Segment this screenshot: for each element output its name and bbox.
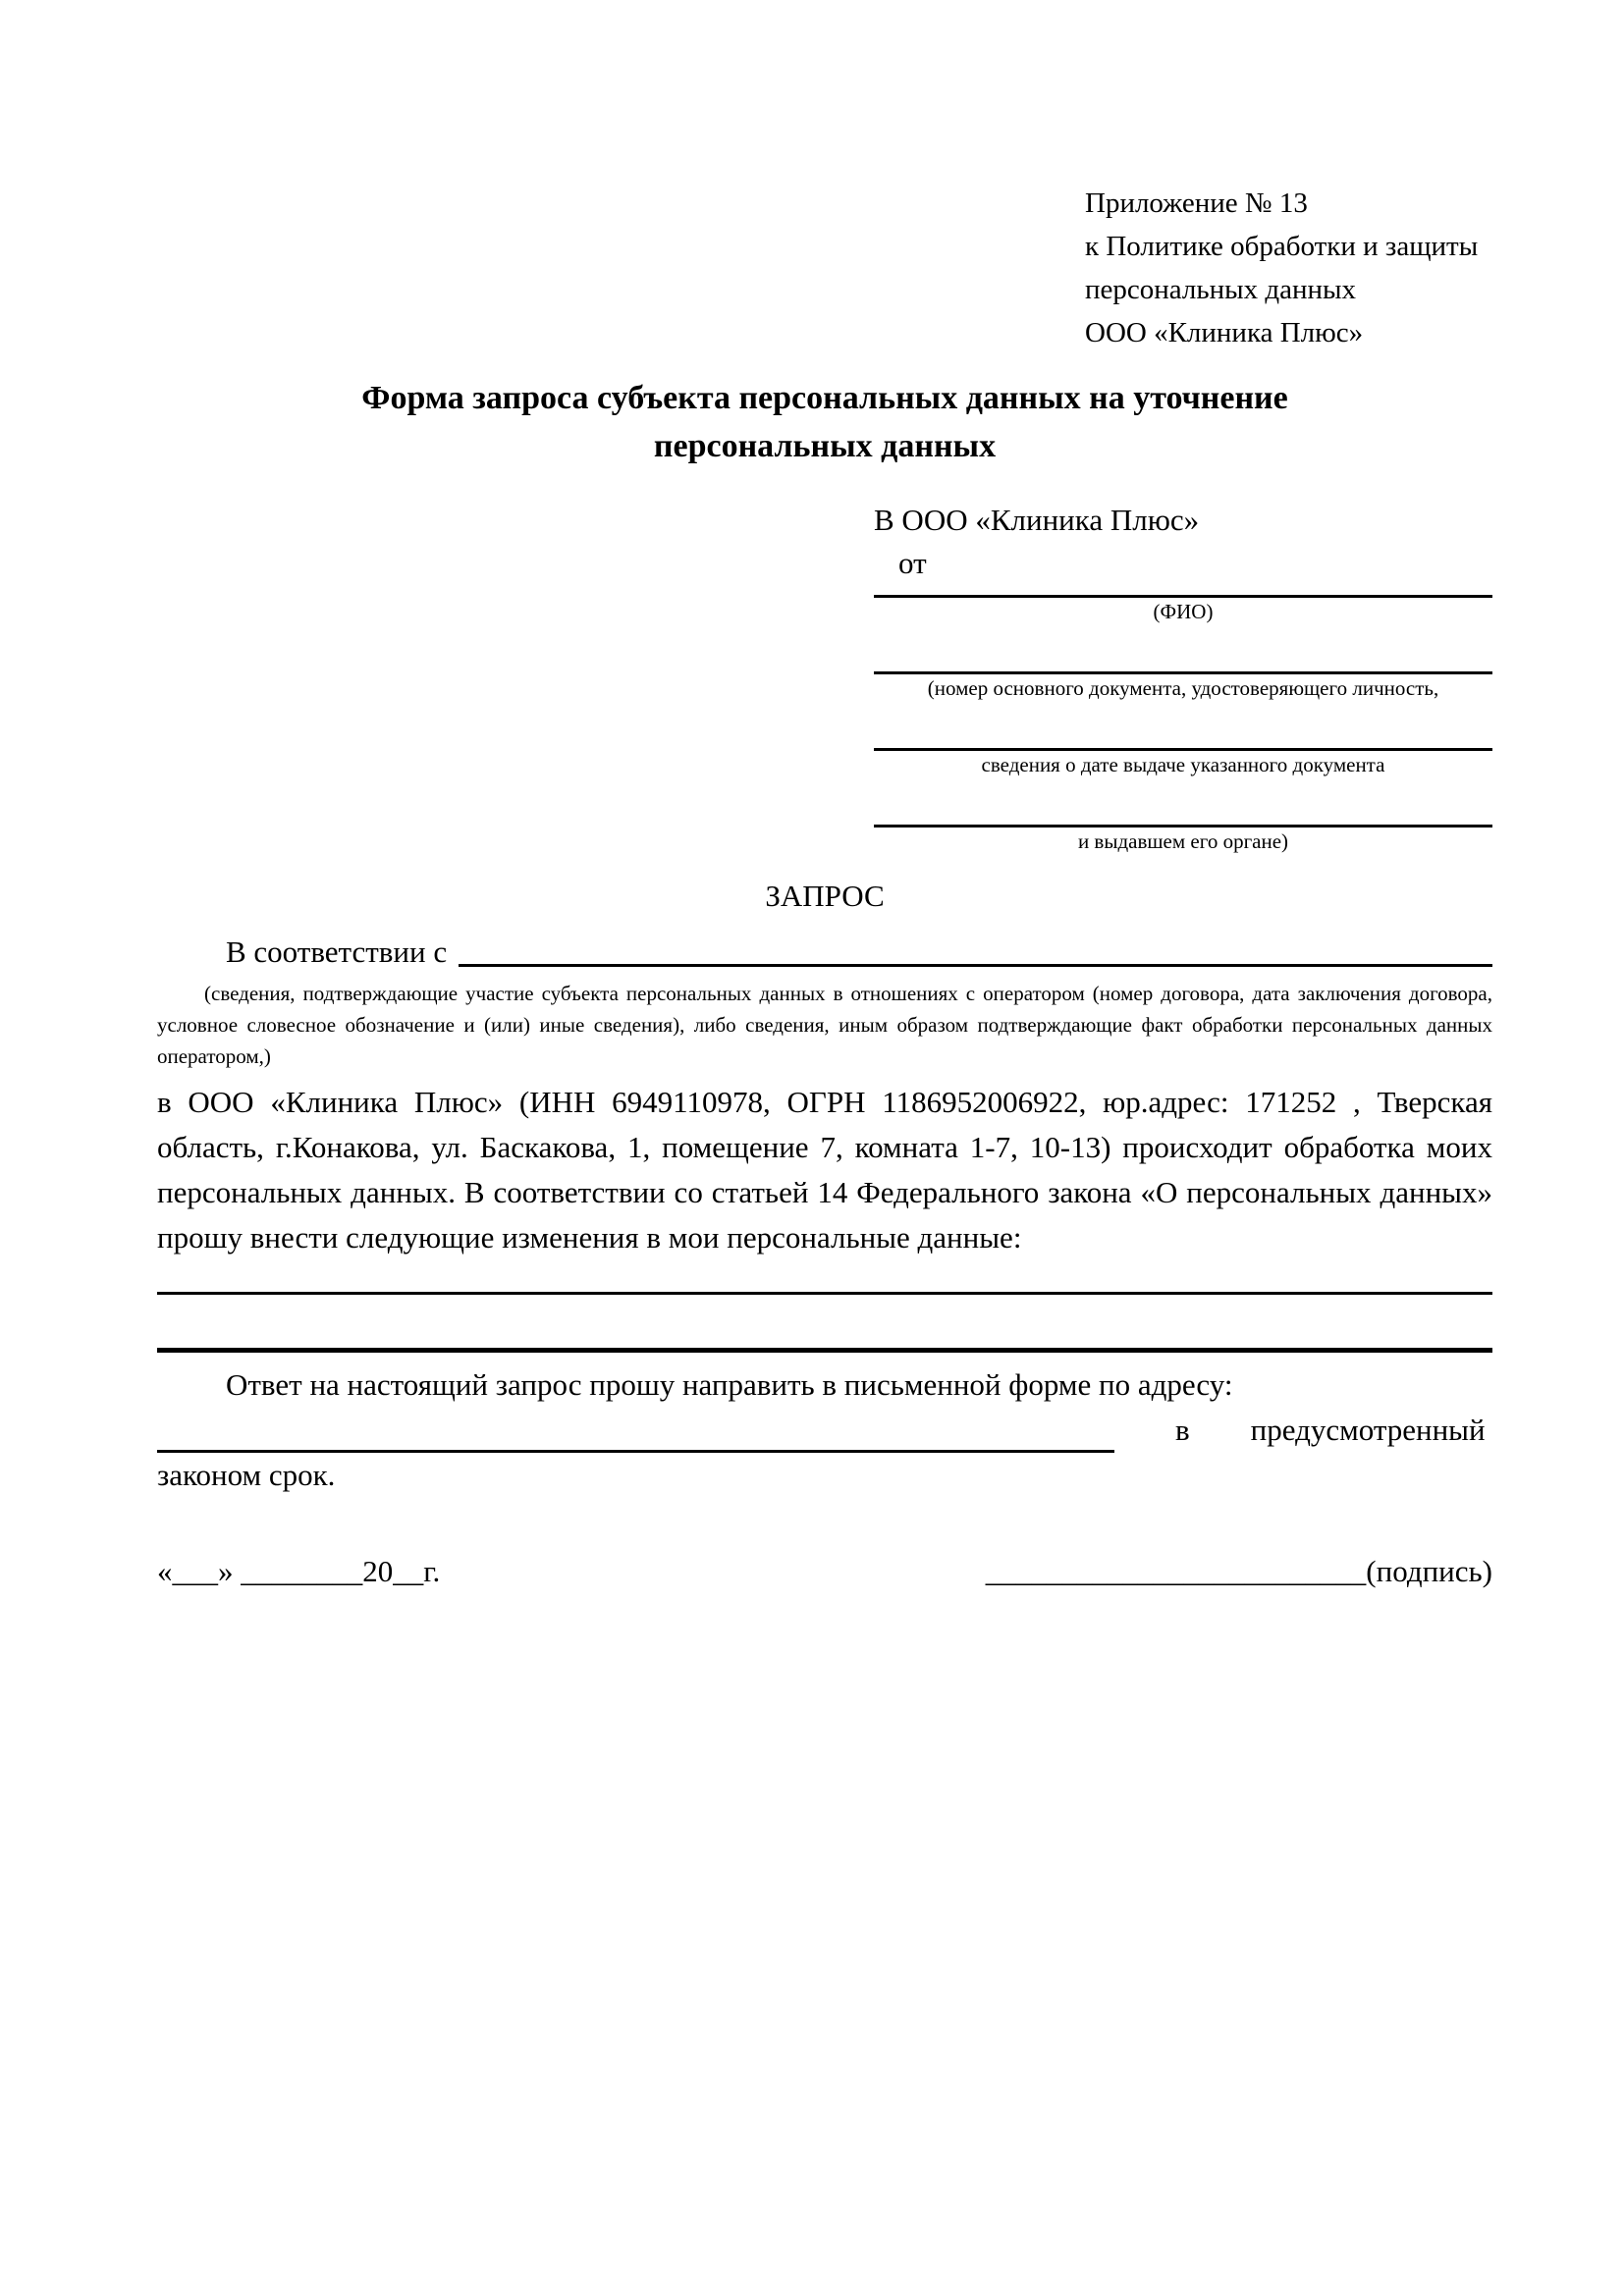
fio-field-caption: (ФИО)	[1153, 600, 1214, 623]
issue-date-caption: сведения о дате выдаче указанного документа	[981, 753, 1385, 776]
accordance-row	[157, 930, 1492, 974]
annex-line-4: ООО «Клиника Плюс»	[1085, 317, 1364, 348]
signature-row	[157, 1549, 1492, 1594]
issuing-authority-blank-line[interactable]	[874, 789, 1492, 828]
issue-date-blank-line[interactable]	[874, 713, 1492, 751]
issuing-authority-caption: и выдавшем его органе)	[1077, 829, 1289, 853]
addressee-to: В ООО «Клиника Плюс»	[874, 503, 1200, 537]
changes-blank-line-2[interactable]	[157, 1348, 1492, 1353]
addressee-block	[874, 498, 1492, 854]
accordance-note: (сведения, подтверждающие участие субъекта персональных данных в отношениях с оператором (номер договора, дата заключения договора, условное словесное обозначение и (или) иные сведения), либо сведения, иным образом подтверждающие факт обработки персональных данных оператором,)	[157, 982, 1492, 1068]
annex-line-3: персональных данных	[1085, 274, 1357, 305]
document-number-blank-line[interactable]	[874, 636, 1492, 674]
document-title: Форма запроса субъекта персональных данных на уточнение персональных данных	[361, 380, 1288, 464]
signature-caption: (подпись)	[1366, 1554, 1492, 1588]
closing-line: законом срок.	[157, 1458, 336, 1492]
fio-field	[874, 583, 1492, 624]
signature-block	[986, 1549, 1492, 1594]
accordance-blank-line[interactable]	[459, 964, 1492, 967]
reply-word-predusmotrennyj: предусмотренный	[1250, 1413, 1486, 1447]
issue-date-field	[874, 713, 1492, 777]
reply-word-v: в	[1175, 1413, 1190, 1447]
annex-line-1: Приложение № 13	[1085, 187, 1308, 219]
changes-blank-line-1[interactable]	[157, 1292, 1492, 1295]
address-row	[157, 1408, 1492, 1453]
annex-block	[1085, 182, 1492, 354]
body-paragraph: в ООО «Клиника Плюс» (ИНН 6949110978, ОГРН 1186952006922, юр.адрес: 171252 , Тверская область, г.Конакова, ул. Баскакова, 1, помещение 7, комната 1-7, 10-13) происходит обработка моих персональных данных. В соответствии со статьей 14 Федерального закона «О персональных данных» прошу внести следующие изменения в мои персональные данные:	[157, 1085, 1492, 1255]
address-blank-line[interactable]	[157, 1413, 1114, 1453]
document-number-caption: (номер основного документа, удостоверяющего личность,	[927, 676, 1439, 700]
date-blank[interactable]: «___» ________20__г.	[157, 1554, 441, 1588]
annex-line-2: к Политике обработки и защиты	[1085, 231, 1479, 262]
reply-paragraph: Ответ на настоящий запрос прошу направить в письменной форме по адресу:	[226, 1367, 1233, 1402]
accordance-lead: В соответствии с	[226, 934, 448, 969]
signature-blank-line[interactable]: _________________________	[985, 1554, 1367, 1588]
document-number-field	[874, 636, 1492, 701]
issuing-authority-field	[874, 789, 1492, 854]
fio-blank-line[interactable]	[874, 583, 1492, 598]
addressee-from-label: от	[898, 546, 927, 580]
request-heading: ЗАПРОС	[765, 879, 885, 913]
